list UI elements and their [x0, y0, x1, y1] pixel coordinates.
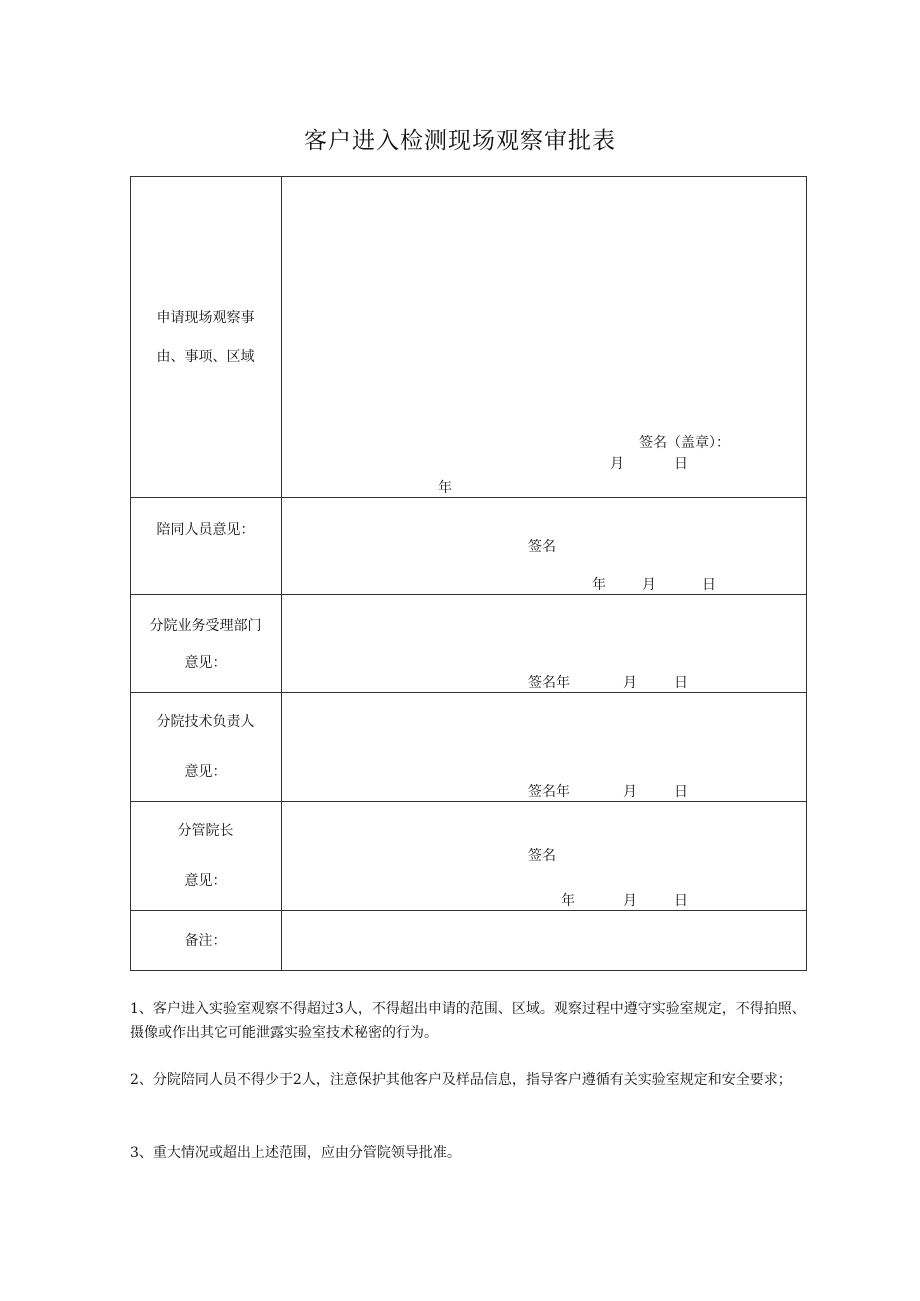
note-3: 3、重大情况或超出上述范围，应由分管院领导批准。: [130, 1145, 461, 1161]
note-1: 1、客户进入实验室观察不得超过3人，不得超出申请的范围、区域。观察过程中遵守实验室规定，不得拍照、摄像或作出其它可能泄露实验室技术秘密的行为。: [130, 1001, 806, 1041]
approval-table: [130, 176, 807, 971]
branch-dept-signature-year: 签名年: [528, 675, 570, 691]
director-label-line2: 意见：: [184, 873, 227, 889]
row-divider: [130, 497, 807, 498]
tech-lead-label-line2: 意见：: [184, 764, 227, 780]
director-day: 日: [674, 893, 688, 909]
branch-dept-month: 月: [623, 675, 637, 691]
row-divider: [130, 692, 807, 693]
form-title: 客户进入检测现场观察审批表: [304, 128, 616, 154]
tech-lead-day: 日: [674, 784, 688, 800]
escort-year: 年: [592, 577, 606, 593]
request-day: 日: [674, 456, 688, 472]
row-divider: [130, 801, 807, 802]
request-label-line2: 由、事项、区域: [156, 349, 255, 365]
escort-signature: 签名: [528, 539, 556, 555]
remarks-field[interactable]: [282, 911, 806, 970]
escort-day: 日: [702, 577, 716, 593]
note-2: 2、分院陪同人员不得少于2人，注意保护其他客户及样品信息，指导客户遵循有关实验室规定和安全要求；: [130, 1072, 792, 1088]
branch-dept-day: 日: [674, 675, 688, 691]
director-label-line1: 分管院长: [177, 823, 234, 839]
remarks-label: 备注：: [184, 933, 227, 949]
branch-dept-label-line1: 分院业务受理部门: [149, 618, 262, 634]
request-year: 年: [438, 480, 452, 496]
row-divider: [130, 594, 807, 595]
escort-month: 月: [642, 577, 656, 593]
director-year: 年: [561, 893, 575, 909]
tech-lead-month: 月: [623, 784, 637, 800]
request-month: 月: [610, 456, 624, 472]
director-month: 月: [623, 893, 637, 909]
column-divider: [281, 176, 282, 971]
director-signature: 签名: [528, 848, 556, 864]
branch-dept-label-line2: 意见：: [184, 655, 227, 671]
escort-label: 陪同人员意见：: [156, 522, 255, 538]
request-signature: 签名（盖章）：: [639, 435, 730, 451]
tech-lead-signature-year: 签名年: [528, 784, 570, 800]
tech-lead-label-line1: 分院技术负责人: [156, 714, 255, 730]
request-label-line1: 申请现场观察事: [156, 310, 255, 326]
